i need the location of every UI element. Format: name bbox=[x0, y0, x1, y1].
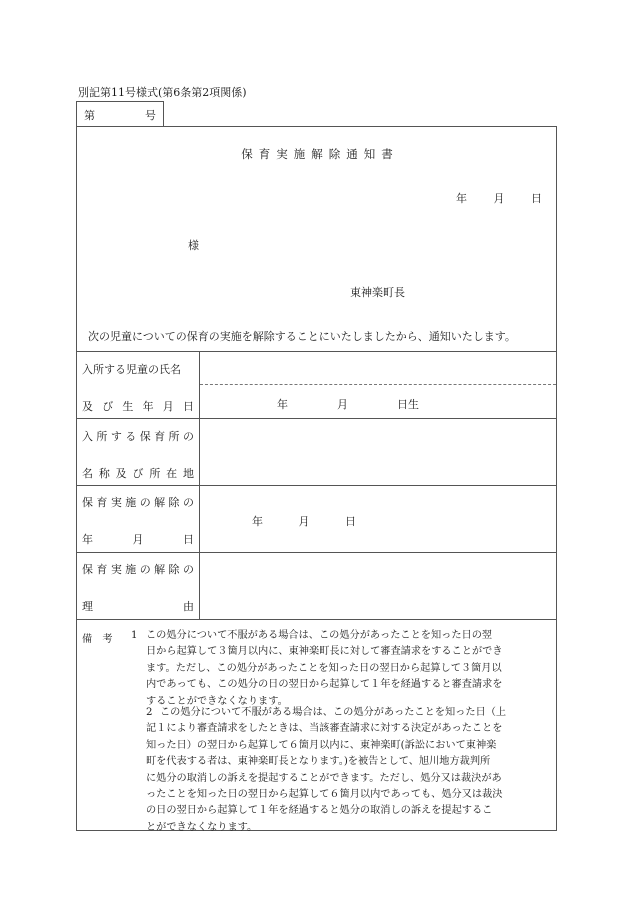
termination-day: 日 bbox=[345, 515, 356, 528]
row-child-name-label: 入所する児童の氏名 bbox=[82, 363, 181, 376]
date-year: 年 bbox=[456, 192, 467, 205]
notes-heading: 備 考 bbox=[82, 634, 113, 645]
label-char: 地 bbox=[182, 467, 194, 480]
addressee-suffix: 様 bbox=[188, 239, 199, 252]
label-char: す bbox=[110, 430, 122, 443]
termination-date-value bbox=[252, 513, 356, 529]
label-char: 育 bbox=[96, 496, 108, 509]
birth-day: 日生 bbox=[397, 398, 419, 411]
label-char: 保 bbox=[139, 430, 151, 443]
label-char: 月 bbox=[162, 400, 174, 413]
label-char: 除 bbox=[168, 496, 180, 509]
note-item-1 bbox=[146, 628, 556, 710]
note-line: の日の翌日から起算して１年を経過すると処分の取消しの訴えを提起するこ bbox=[146, 805, 493, 817]
row-divider-1 bbox=[76, 418, 557, 419]
form-label: 別記第11号様式(第6条第2項関係) bbox=[78, 86, 247, 99]
label-char: の bbox=[182, 430, 194, 443]
label-char: 所 bbox=[168, 430, 180, 443]
issuer-name: 東神楽町長 bbox=[350, 286, 405, 299]
termination-year: 年 bbox=[252, 515, 263, 528]
date-day: 日 bbox=[531, 192, 542, 205]
row-termination-reason-label-bottom bbox=[82, 598, 194, 614]
note-line: 内であっても、この処分の日の翌日から起算して１年を経過すると審査請求を bbox=[146, 679, 503, 691]
table-top-rule bbox=[76, 351, 557, 352]
label-char: 日 bbox=[182, 400, 194, 413]
number-box-prefix: 第 bbox=[84, 109, 95, 122]
row-termination-date-label-bottom bbox=[82, 531, 194, 547]
note-item-2 bbox=[146, 705, 556, 836]
document-title: 保育実施解除通知書 bbox=[241, 147, 399, 161]
note-line: ます。ただし、この処分があったことを知った日の翌日から起算して３箇月以 bbox=[146, 662, 502, 674]
label-char: 理 bbox=[82, 600, 93, 613]
name-dotted-line bbox=[200, 384, 556, 385]
label-char: の bbox=[139, 496, 151, 509]
row-nursery-label-bottom bbox=[82, 465, 194, 481]
note-line: とができなくなります。 bbox=[146, 821, 258, 833]
note-line: することができなくなります。 bbox=[146, 695, 288, 707]
date-month: 月 bbox=[493, 192, 505, 205]
row-termination-date-label-top bbox=[82, 494, 194, 510]
label-char: の bbox=[182, 563, 194, 576]
label-char: 施 bbox=[125, 563, 137, 576]
number-box-suffix: 号 bbox=[145, 109, 156, 122]
label-char: 在 bbox=[166, 467, 178, 480]
label-char: 実 bbox=[110, 563, 122, 576]
note-line: に処分の取消しの訴えを提起することができます。ただし、処分又は裁決があ bbox=[146, 772, 502, 784]
note-line: ったことを知った日の翌日から起算して６箇月以内であっても、処分又は裁決 bbox=[146, 789, 503, 801]
label-char: 育 bbox=[154, 430, 166, 443]
note-line: 記１により審査請求をしたときは、当該審査請求に対する決定があったことを bbox=[146, 723, 503, 735]
note-line: この処分について不服がある場合は、この処分があったことを知った日の翌 bbox=[146, 630, 493, 641]
birth-year: 年 bbox=[277, 398, 288, 411]
label-char: 日 bbox=[183, 533, 194, 546]
label-char: 育 bbox=[96, 563, 108, 576]
label-char: 名 bbox=[82, 467, 93, 480]
label-char: び bbox=[132, 467, 144, 480]
note-number-1: 1 bbox=[131, 630, 138, 641]
label-char: の bbox=[139, 563, 151, 576]
label-char: 及 bbox=[115, 467, 127, 480]
row-birth-date-label bbox=[82, 398, 194, 414]
label-char: 施 bbox=[125, 496, 137, 509]
label-char: 生 bbox=[122, 400, 134, 413]
label-column-divider bbox=[199, 351, 200, 619]
label-char: 月 bbox=[132, 533, 144, 546]
label-char: 保 bbox=[82, 563, 93, 576]
label-char: 年 bbox=[142, 400, 154, 413]
label-char: 及 bbox=[82, 400, 93, 413]
note-line: 町を代表する者は、東神楽町長となります。)を被告として、旭川地方裁判所 bbox=[146, 756, 491, 768]
note-line: この処分について不服がある場合は、この処分があったことを知った日（上 bbox=[160, 707, 507, 718]
note-line: 知った日）の翌日から起算して６箇月以内に、東神楽町(訴訟において東神楽 bbox=[146, 739, 497, 751]
row-termination-reason-label-top bbox=[82, 561, 194, 577]
label-char: 所 bbox=[149, 467, 161, 480]
label-char: 除 bbox=[168, 563, 180, 576]
label-char: 保 bbox=[82, 496, 93, 509]
row-divider-2 bbox=[76, 485, 557, 486]
note-number-2: 2 bbox=[146, 707, 153, 718]
label-char: 所 bbox=[96, 430, 108, 443]
label-char: 解 bbox=[154, 496, 166, 509]
termination-month: 月 bbox=[298, 515, 310, 528]
label-char: 解 bbox=[154, 563, 166, 576]
number-box bbox=[76, 101, 164, 126]
label-char: 由 bbox=[183, 600, 194, 613]
birth-date-value bbox=[277, 396, 419, 412]
row-nursery-label-top bbox=[82, 428, 194, 444]
row-divider-3 bbox=[76, 552, 557, 553]
label-char: び bbox=[102, 400, 114, 413]
label-char: 称 bbox=[98, 467, 110, 480]
label-char: 入 bbox=[82, 430, 93, 443]
label-char: 年 bbox=[82, 533, 93, 546]
label-char: の bbox=[182, 496, 194, 509]
note-line: 日から起算して３箇月以内に、東神楽町長に対して審査請求をすることができ bbox=[146, 646, 503, 658]
table-bottom-rule bbox=[76, 619, 557, 620]
label-char: 実 bbox=[110, 496, 122, 509]
date-line bbox=[456, 190, 542, 206]
birth-month: 月 bbox=[337, 398, 348, 411]
label-char: る bbox=[125, 430, 137, 443]
intro-text: 次の児童についての保育の実施を解除することにいたしましたから、通知いたします。 bbox=[88, 330, 516, 343]
